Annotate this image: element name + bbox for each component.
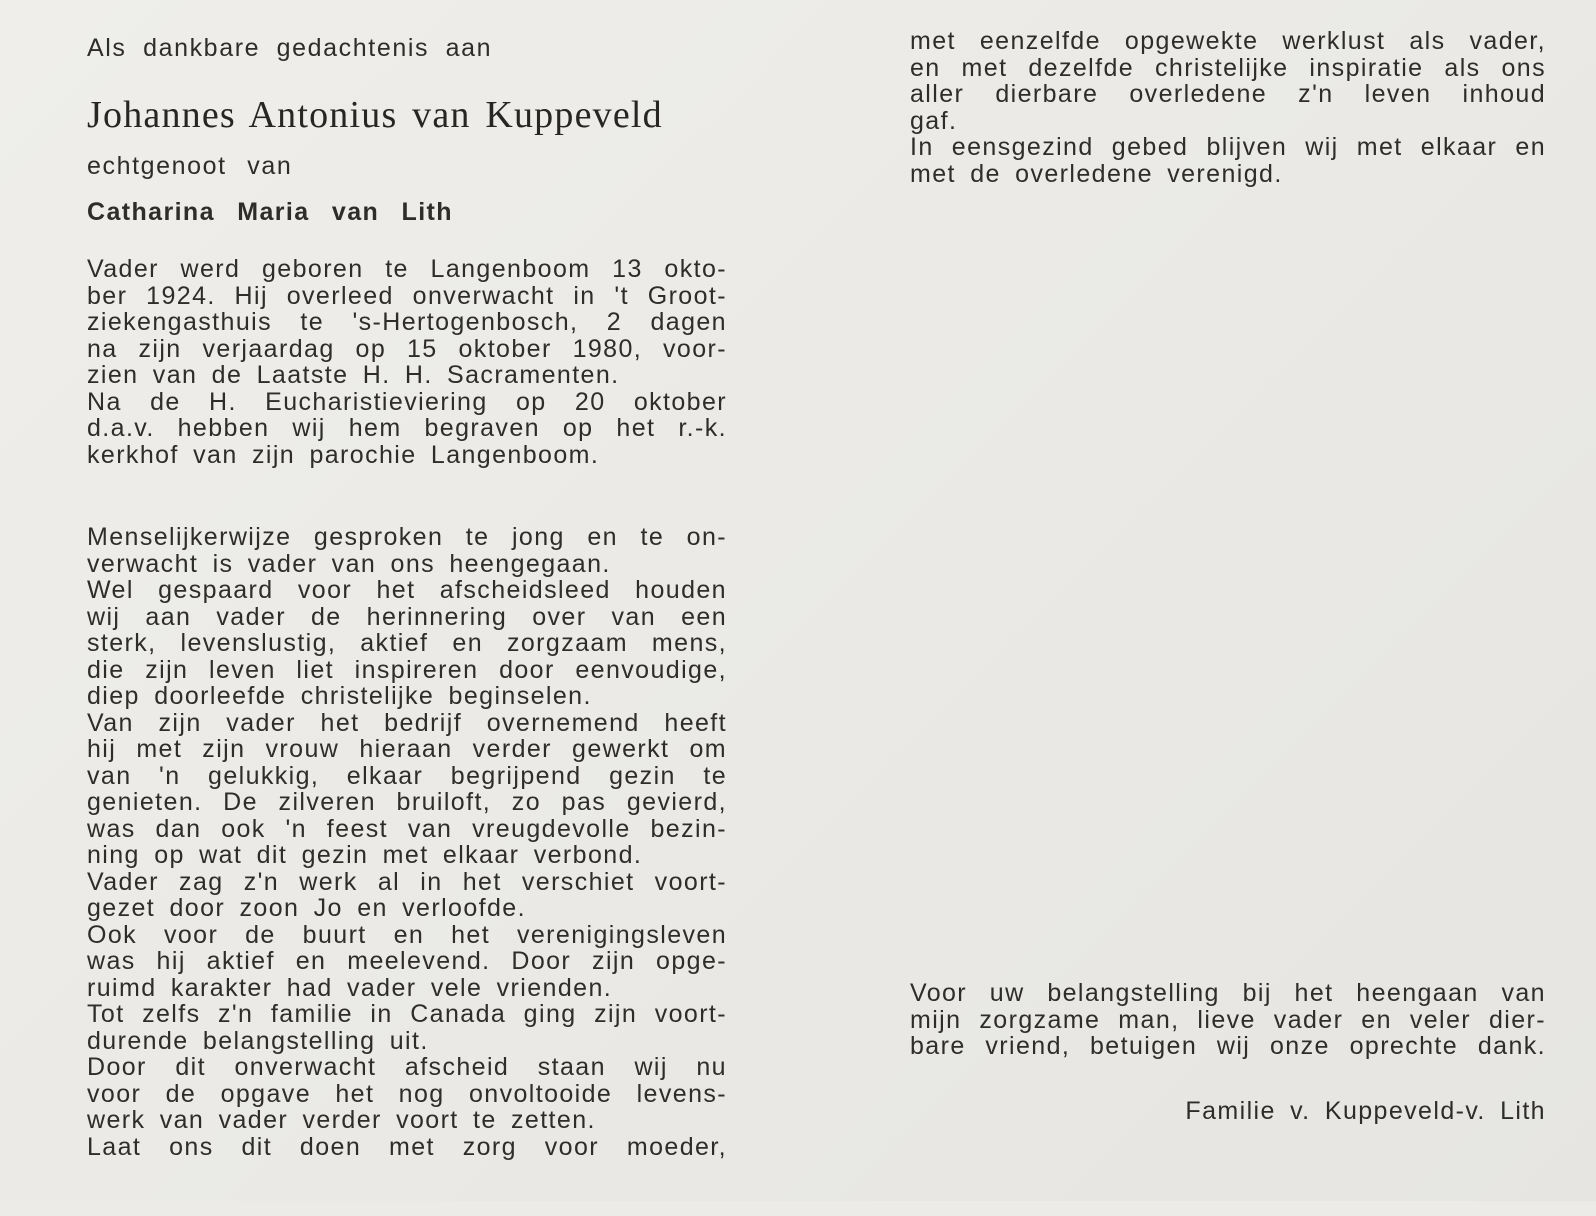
- text-line: Na de H. Eucharistieviering op 20 oktober: [87, 387, 727, 416]
- text-line: en met dezelfde christelijke inspiratie als ons: [910, 53, 1546, 82]
- text-line: verwacht is vader van ons heengegaan.: [87, 549, 611, 578]
- text-line: Voor uw belangstelling bij het heengaan van: [910, 979, 1546, 1007]
- text-line: na zijn verjaardag op 15 oktober 1980, voor-: [87, 334, 727, 363]
- text-line: ruimd karakter had vader vele vrienden.: [87, 973, 613, 1002]
- text-line: bare vriend, betuigen wij onze oprechte dank.: [910, 1032, 1546, 1060]
- right-column: [910, 28, 1546, 187]
- continuation-paragraph: [910, 28, 1546, 187]
- text-line: gezet door zoon Jo en verloofde.: [87, 894, 526, 922]
- text-line: genieten. De zilveren bruiloft, zo pas gevierd,: [87, 788, 727, 816]
- text-line: Vader werd geboren te Langenboom 13 okto-: [87, 255, 727, 283]
- text-line: werk van vader verder voort te zetten.: [87, 1106, 596, 1134]
- text-line: met de overledene verenigd.: [910, 159, 1283, 188]
- spouse-name: Catharina Maria van Lith: [87, 198, 453, 226]
- text-line: hij met zijn vrouw hieraan verder gewerkt om: [87, 735, 727, 763]
- text-line: Laat ons dit doen met zorg voor moeder,: [87, 1132, 727, 1161]
- thanks-paragraph: [910, 980, 1546, 1060]
- biography-paragraph: [87, 256, 727, 468]
- text-line: ziekengasthuis te 's-Hertogenbosch, 2 dagen: [87, 308, 727, 336]
- text-line: voor de opgave het nog onvoltooide levens-: [87, 1079, 727, 1108]
- tribute-paragraph: [87, 524, 727, 1160]
- text-line: Wel gespaard voor het afscheidsleed houden: [87, 576, 727, 604]
- text-line: In eensgezind gebed blijven wij met elkaar en: [910, 133, 1546, 161]
- text-line: Menselijkerwijze gesproken te jong en te on-: [87, 523, 727, 551]
- text-line: Van zijn vader het bedrijf overnemend heeft: [87, 708, 727, 737]
- text-line: Door dit onverwacht afscheid staan wij nu: [87, 1053, 727, 1081]
- text-line: wij aan vader de herinnering over van een: [87, 602, 727, 631]
- text-line: kerkhof van zijn parochie Langenboom.: [87, 440, 600, 469]
- text-line: van 'n gelukkig, elkaar begrijpend gezin te: [87, 761, 727, 790]
- text-line: mijn zorgzame man, lieve vader en veler dier-: [910, 1005, 1546, 1034]
- text-line: was hij aktief en meelevend. Door zijn opge-: [87, 947, 727, 975]
- text-line: Tot zelfs z'n familie in Canada ging zijn voort-: [87, 1000, 727, 1028]
- text-line: die zijn leven liet inspireren door eenvoudige,: [87, 655, 727, 684]
- text-line: durende belangstelling uit.: [87, 1026, 429, 1055]
- text-line: ber 1924. Hij overleed onverwacht in 't Groot-: [87, 281, 727, 310]
- text-line: met eenzelfde opgewekte werklust als vader,: [910, 27, 1546, 55]
- deceased-name: Johannes Antonius van Kuppeveld: [87, 94, 663, 136]
- text-line: diep doorleefde christelijke beginselen.: [87, 682, 592, 710]
- left-column: [87, 30, 727, 1216]
- text-line: Vader zag z'n werk al in het verschiet voort-: [87, 867, 727, 896]
- intro-text: Als dankbare gedachtenis aan: [87, 34, 493, 62]
- text-line: sterk, levenslustig, aktief en zorgzaam mens,: [87, 629, 727, 657]
- family-signature: Familie v. Kuppeveld-v. Lith: [1185, 1097, 1546, 1125]
- text-line: was dan ook 'n feest van vreugdevolle bezin-: [87, 814, 727, 843]
- text-line: ning op wat dit gezin met elkaar verbond.: [87, 841, 643, 869]
- text-line: Ook voor de buurt en het verenigingsleven: [87, 920, 727, 949]
- text-line: d.a.v. hebben wij hem begraven op het r.-k.: [87, 414, 727, 442]
- text-line: aller dierbare overledene z'n leven inhoud: [910, 80, 1546, 108]
- text-line: gaf.: [910, 106, 958, 135]
- text-line: zien van de Laatste H. H. Sacramenten.: [87, 361, 620, 389]
- spouse-of-text: echtgenoot van: [87, 152, 293, 180]
